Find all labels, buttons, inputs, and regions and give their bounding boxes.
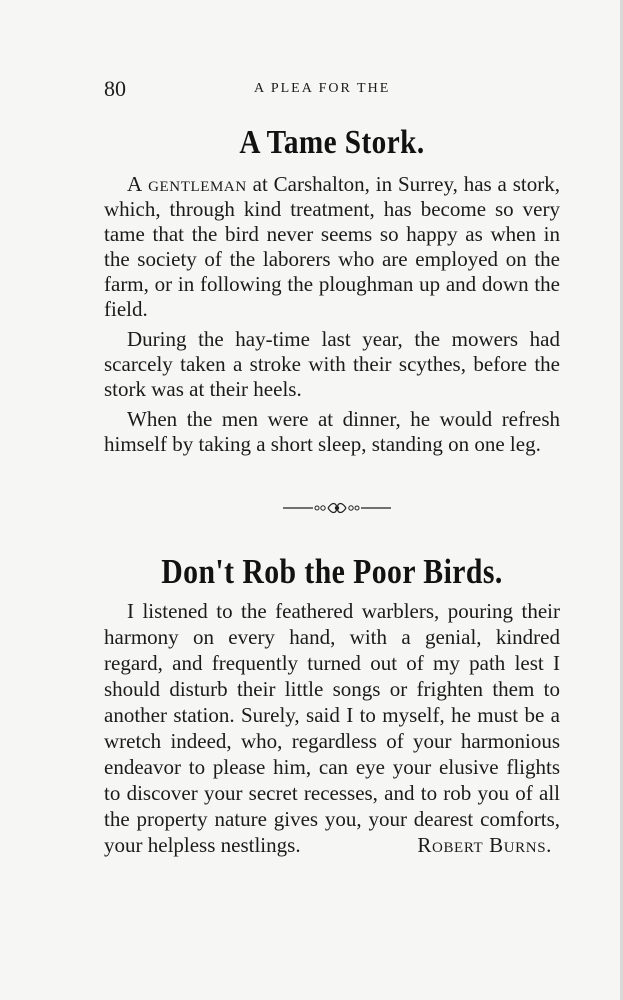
page-number: 80 xyxy=(104,76,126,101)
tame-stork-paragraph-1 xyxy=(104,172,560,322)
running-head xyxy=(104,76,560,104)
section-title-dont-rob-birds: Don't Rob the Poor Birds. xyxy=(161,552,503,591)
paragraph-text: at Carshalton, in Surrey, has a stork, which, through kind treatment, has become so very tame that the bird never seems so happy as when in the society of the laborers who are employed on the farm, or in following the ploughman up and down the field. xyxy=(104,172,560,321)
header-title: A PLEA FOR THE xyxy=(254,81,391,96)
paragraph-text: I listened to the feathered warblers, pouring their harmony on every hand, with a genial, kindred regard, and frequently turned out of my path lest I should disturb their little songs or frighten them to another station. Surely, said I to myself, he must be a wretch indeed, who, regardless of your harmonious endeavor to please him, can eye your elusive flights to discover your secret recesses, and to rob you of all the property nature gives you, your dearest comforts, your helpless nestlings. xyxy=(104,599,560,857)
tame-stork-text xyxy=(104,172,560,457)
author-attribution: Robert Burns. xyxy=(417,833,552,857)
tame-stork-paragraph-3: When the men were at dinner, he would refresh himself by taking a short sleep, standing on one leg. xyxy=(104,407,560,456)
paragraph-lead-smallcaps: A gentleman xyxy=(127,172,247,196)
section-title-tame-stork: A Tame Stork. xyxy=(239,124,425,161)
dont-rob-birds-paragraph xyxy=(104,598,560,858)
decorative-divider-icon xyxy=(283,497,391,519)
dont-rob-birds-text xyxy=(104,598,560,858)
tame-stork-paragraph-2: During the hay-time last year, the mowers had scarcely taken a stroke with their scythes, before the stork was at their heels. xyxy=(104,327,560,401)
